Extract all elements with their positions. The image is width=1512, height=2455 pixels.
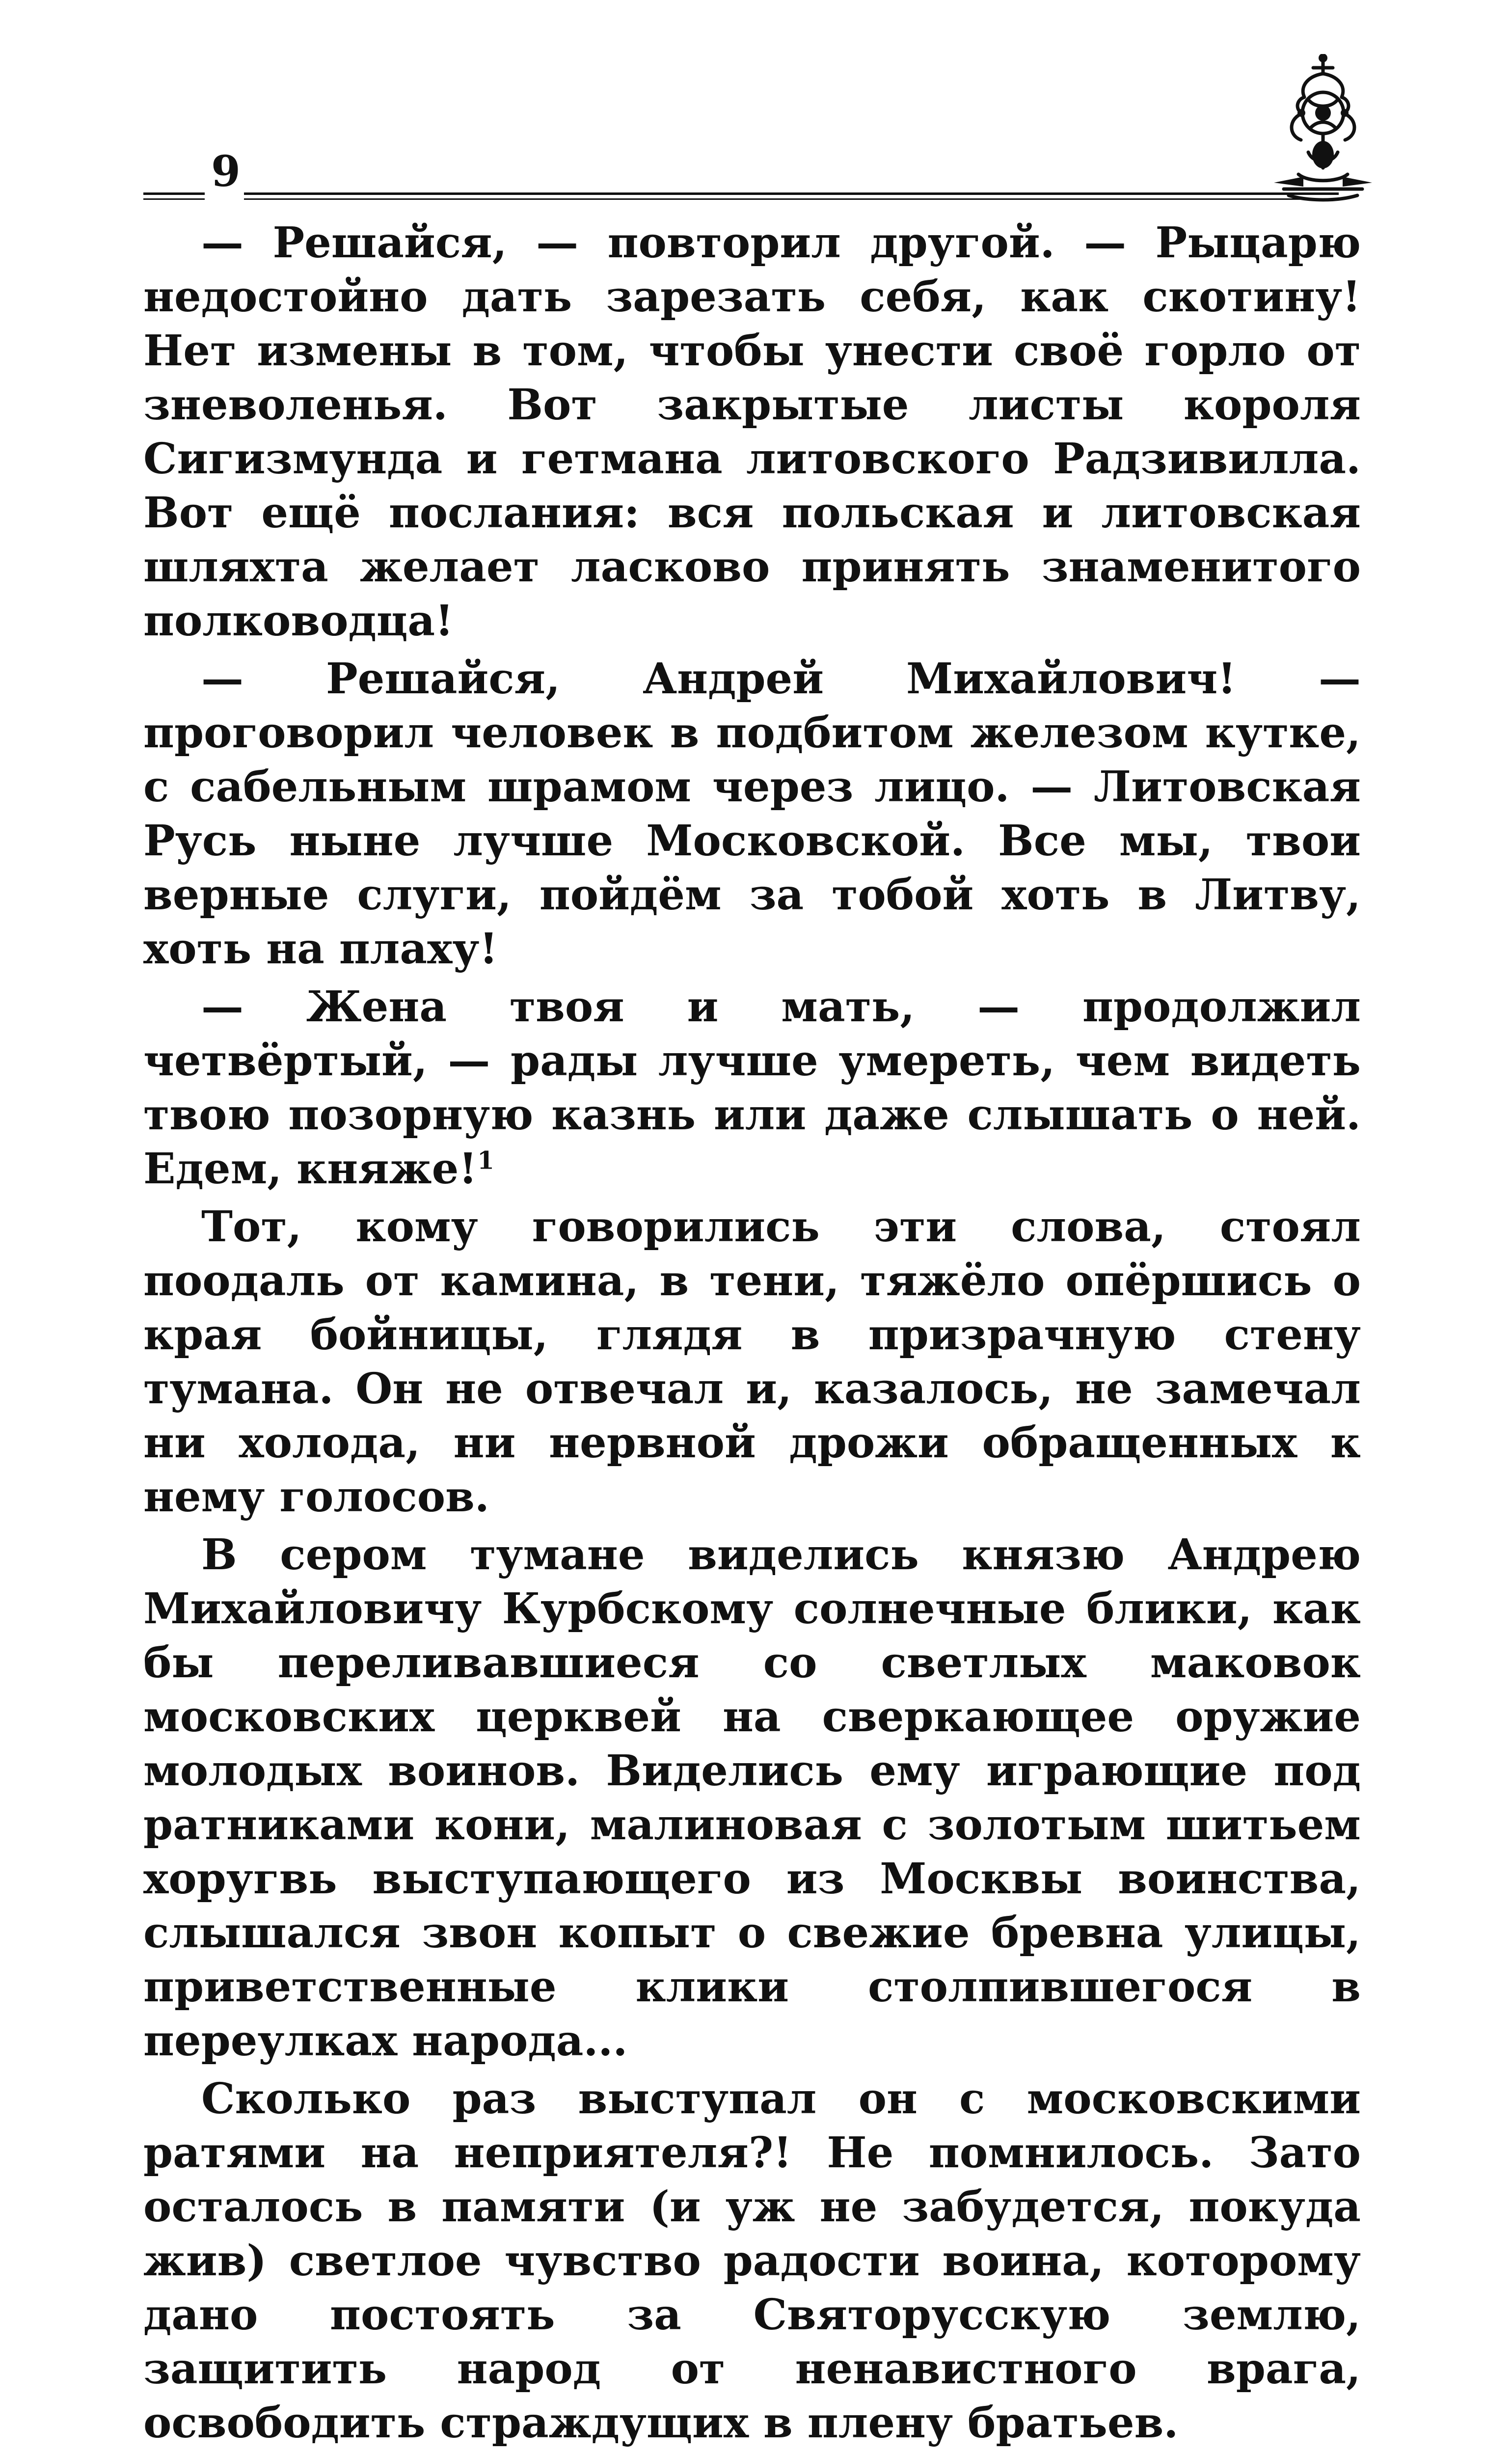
footnote-marker[interactable]: 1: [477, 1146, 494, 1175]
paragraph: [143, 216, 1361, 648]
header-rule-left: [143, 192, 205, 195]
paragraph-text: Сколько раз выступал он с московскими ратями на неприятеля?! Не помнилось. Зато осталось в памяти (и уж не забудется, покуда жив) светлое чувство радости воина, которому дано постоять за Святорусскую землю, защитить народ от ненавистного врага, освободить страждущих в плену братьев.: [143, 2074, 1361, 2448]
paragraph: [143, 652, 1361, 976]
header-rule: [244, 192, 1339, 195]
page-number: 9: [211, 147, 241, 196]
page-header: [143, 147, 1361, 206]
header-rule-left-thin: [143, 198, 205, 200]
paragraph: [143, 2454, 1361, 2455]
paragraph: [143, 980, 1361, 1196]
paragraph-text: Тот, кому говорились эти слова, стоял поодаль от камина, в тени, тяжёло опёршись о края бойницы, глядя в призрачную стену тумана. Он не отвечал и, казалось, не замечал ни холода, ни нервной дрожи обращенных к нему голосов.: [143, 1202, 1361, 1522]
paragraph: [143, 1528, 1361, 2068]
paragraph-text: — Решайся, — повторил другой. — Рыцарю недостойно дать зарезать себя, как скотину! Нет измены в том, чтобы унести своё горло от зневоленья. Вот закрытые листы короля Сигизмунда и гетмана литовского Радзивилла. Вот ещё послания: вся польская и литовская шляхта желает ласково принять знаменитого полководца!: [143, 218, 1361, 646]
main-text: [143, 216, 1361, 2455]
header-rule-thin: [244, 198, 1339, 200]
paragraph: [143, 1200, 1361, 1524]
paragraph-text: В сером тумане виделись князю Андрею Михайловичу Курбскому солнечные блики, как бы переливавшиеся со светлых маковок московских церквей на сверкающее оружие молодых воинов. Виделись ему играющие под ратниками кони, малиновая с золотым шитьем хоругвь выступающего из Москвы воинства, слышался звон копыт о свежие бревна улицы, приветственные клики столпившегося в переулках народа...: [143, 1530, 1361, 2066]
ornament-emblem-icon: [1269, 54, 1377, 206]
paragraph-text: — Жена твоя и мать, — продолжил четвёртый, — рады лучше умереть, чем видеть твою позорную казнь или даже слышать о ней. Едем, княже!: [143, 982, 1361, 1194]
paragraph-text: — Решайся, Андрей Михайлович! — проговорил человек в подбитом железом кутке, с сабельным шрамом через лицо. — Литовская Русь ныне лучше Московской. Все мы, твои верные слуги, пойдём за тобой хоть в Литву, хоть на плаху!: [143, 654, 1361, 974]
paragraph: [143, 2072, 1361, 2450]
